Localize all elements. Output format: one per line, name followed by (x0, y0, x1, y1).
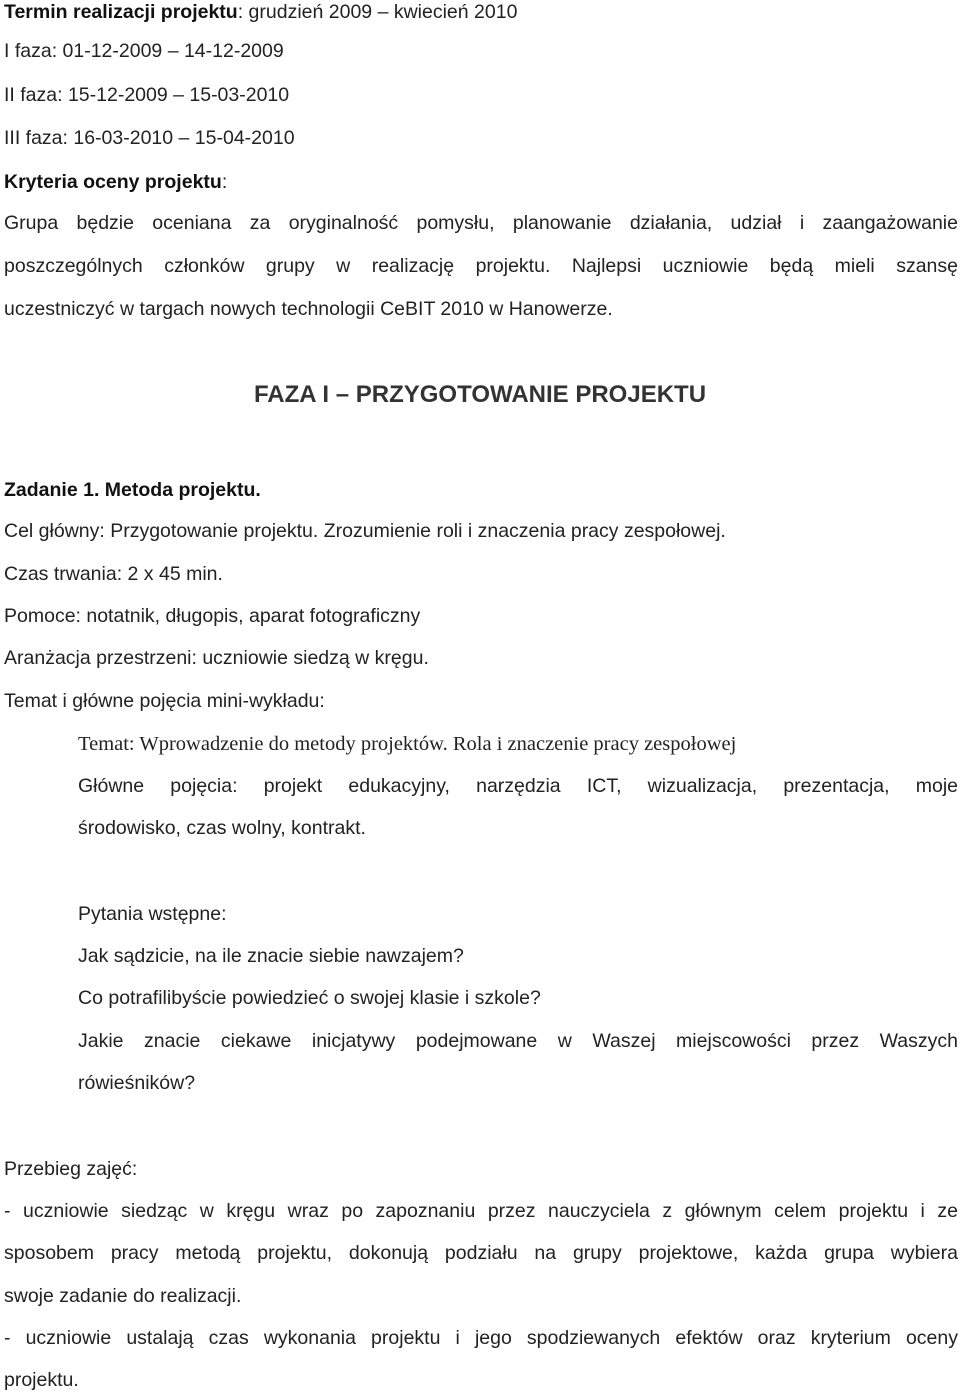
criteria-text-line-3: uczestniczyć w targach nowych technologii CeBIT 2010 w Hanowerze. (4, 298, 613, 320)
procedure-item-1-line-1: - uczniowie siedząc w kręgu wraz po zapoznaniu przez nauczyciela z głównym celem projektu i ze (4, 1200, 958, 1222)
procedure-item-2-line-2: projektu. (4, 1369, 79, 1391)
lecture-topic: Temat: Wprowadzenie do metody projektów. Rola i znaczenie pracy zespołowej (78, 733, 737, 755)
lecture-heading: Temat i główne pojęcia mini-wykładu: (4, 690, 325, 712)
term-value: : grudzień 2009 – kwiecień 2010 (237, 1, 518, 23)
question-3-line-2: rówieśników? (78, 1072, 196, 1094)
criteria-label: Kryteria oceny projektu (4, 171, 222, 193)
phase-1-line: I faza: 01-12-2009 – 14-12-2009 (4, 40, 284, 62)
task-title: Zadanie 1. Metoda projektu. (4, 479, 261, 501)
criteria-text-line-2: poszczególnych członków grupy w realizację projektu. Najlepsi uczniowie będą mieli szansę (4, 255, 958, 277)
task-goal: Cel główny: Przygotowanie projektu. Zrozumienie roli i znaczenia pracy zespołowej. (4, 520, 726, 542)
procedure-heading: Przebieg zajęć: (4, 1158, 138, 1180)
term-label: Termin realizacji projektu (4, 1, 238, 23)
term-line (4, 0, 517, 24)
questions-heading: Pytania wstępne: (78, 903, 227, 925)
procedure-item-1-line-2: sposobem pracy metodą projektu, dokonują podziału na grupy projektowe, każda grupa wybiera (4, 1242, 958, 1264)
procedure-item-2-line-1: - uczniowie ustalają czas wykonania projektu i jego spodziewanych efektów oraz kryterium oceny (4, 1327, 958, 1349)
phase-3-line: III faza: 16-03-2010 – 15-04-2010 (4, 127, 295, 149)
task-aids: Pomoce: notatnik, długopis, aparat fotograficzny (4, 605, 421, 627)
concepts-line-2: środowisko, czas wolny, kontrakt. (78, 817, 366, 839)
question-1: Jak sądzicie, na ile znacie siebie nawzajem? (78, 945, 464, 967)
concepts-line-1: Główne pojęcia: projekt edukacyjny, narzędzia ICT, wizualizacja, prezentacja, moje (78, 775, 958, 797)
phase-heading: FAZA I – PRZYGOTOWANIE PROJEKTU (253, 381, 707, 408)
procedure-item-1-line-3: swoje zadanie do realizacji. (4, 1285, 242, 1307)
task-arrangement: Aranżacja przestrzeni: uczniowie siedzą w kręgu. (4, 647, 429, 669)
criteria-heading (4, 170, 227, 194)
phase-2-line: II faza: 15-12-2009 – 15-03-2010 (4, 84, 290, 106)
criteria-label-suffix: : (221, 171, 228, 193)
question-2: Co potrafilibyście powiedzieć o swojej klasie i szkole? (78, 987, 541, 1009)
criteria-text-line-1: Grupa będzie oceniana za oryginalność pomysłu, planowanie działania, udział i zaangażowanie (4, 212, 958, 234)
question-3-line-1: Jakie znacie ciekawe inicjatywy podejmowane w Waszej miejscowości przez Waszych (78, 1030, 958, 1052)
task-duration: Czas trwania: 2 x 45 min. (4, 563, 223, 585)
